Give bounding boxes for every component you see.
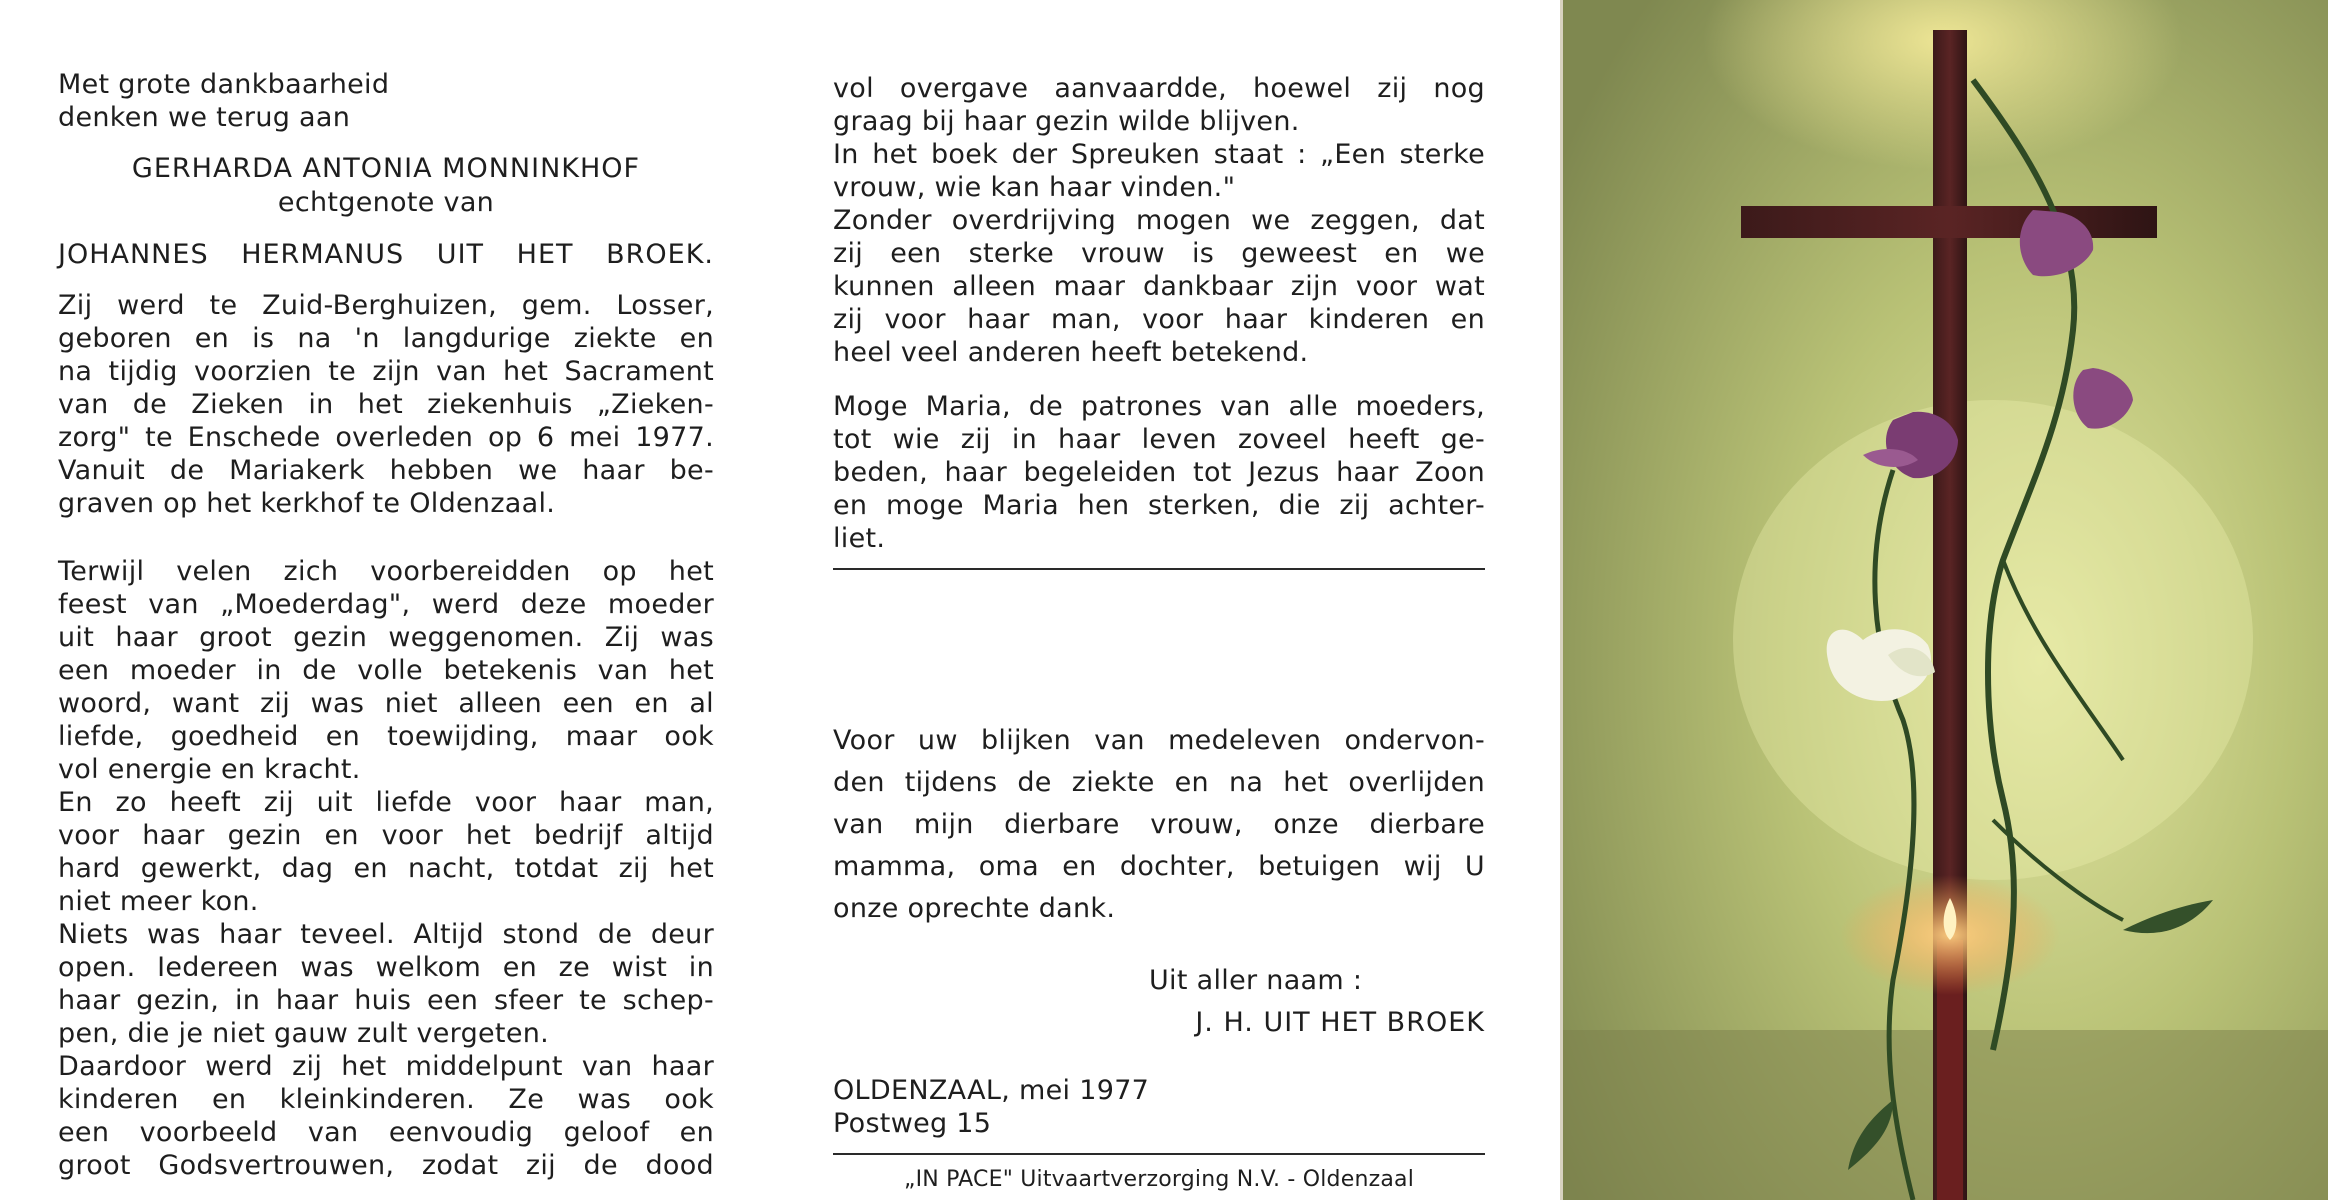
address: Postweg 15 (833, 1108, 992, 1139)
text-line: na tijdig voorzien te zijn van het Sacrament (58, 356, 714, 387)
text-line: liefde, goedheid en toewijding, maar ook (58, 721, 714, 752)
thanks-line: den tijdens de ziekte en na het overlijden (833, 767, 1485, 798)
intro-line: Met grote dankbaarheid (58, 69, 390, 100)
text-line: haar gezin, in haar huis een sfeer te schep- (58, 985, 714, 1016)
text-line: In het boek der Spreuken staat : „Een sterke (833, 139, 1485, 170)
text-line: woord, want zij was niet alleen een en al (58, 688, 714, 719)
text-line: kunnen alleen maar dankbaar zijn voor wat (833, 271, 1485, 302)
intro-line: denken we terug aan (58, 102, 351, 133)
thanks-line: van mijn dierbare vrouw, onze dierbare (833, 809, 1485, 840)
undertaker-note: „IN PACE" Uitvaartverzorging N.V. - Oldenzaal (903, 1167, 1415, 1192)
text-line: Niets was haar teveel. Altijd stond de deur (58, 919, 714, 950)
text-line: tot wie zij in haar leven zoveel heeft ge- (833, 424, 1485, 455)
text-line: Vanuit de Mariakerk hebben we haar be- (58, 455, 714, 486)
text-line: zij voor haar man, voor haar kinderen en (833, 304, 1485, 335)
signoff-label: Uit aller naam : (1149, 965, 1363, 996)
text-line: Moge Maria, de patrones van alle moeders, (833, 391, 1485, 422)
thanks-line: Voor uw blijken van medeleven ondervon- (833, 725, 1485, 756)
signoff-name: J. H. UIT HET BROEK (1195, 1007, 1485, 1038)
text-line: graven op het kerkhof te Oldenzaal. (58, 488, 556, 519)
text-line: Terwijl velen zich voorbereidden op het (58, 556, 714, 587)
text-line: vol energie en kracht. (58, 754, 361, 785)
text-line: uit haar groot gezin weggenomen. Zij was (58, 622, 714, 653)
text-line: Zonder overdrijving mogen we zeggen, dat (833, 205, 1485, 236)
text-line: graag bij haar gezin wilde blijven. (833, 106, 1300, 137)
text-line: en moge Maria hen sterken, die zij achter- (833, 490, 1485, 521)
text-line: pen, die je niet gauw zult vergeten. (58, 1018, 550, 1049)
text-line: heel veel anderen heeft betekend. (833, 337, 1309, 368)
text-line: En zo heeft zij uit liefde voor haar man, (58, 787, 714, 818)
text-line: vrouw, wie kan haar vinden." (833, 172, 1236, 203)
text-line: voor haar gezin en voor het bedrijf altijd (58, 820, 714, 851)
text-line: zorg" te Enschede overleden op 6 mei 1977. (58, 422, 714, 453)
text-line: Daardoor werd zij het middelpunt van haar (58, 1051, 714, 1082)
deceased-name: GERHARDA ANTONIA MONNINKHOF (131, 153, 641, 184)
text-line: een moeder in de volle betekenis van het (58, 655, 714, 686)
text-line: geboren en is na 'n langdurige ziekte en (58, 323, 714, 354)
divider-rule (833, 1153, 1485, 1155)
text-line: Zij werd te Zuid-Berghuizen, gem. Losser, (58, 290, 714, 321)
text-line: beden, haar begeleiden tot Jezus haar Zoon (833, 457, 1485, 488)
text-line: vol overgave aanvaardde, hoewel zij nog (833, 73, 1485, 104)
place-date: OLDENZAAL, mei 1977 (833, 1075, 1150, 1106)
thanks-line: onze oprechte dank. (833, 893, 1116, 924)
cross-flowers-photo (1560, 0, 2328, 1200)
text-line: niet meer kon. (58, 886, 259, 917)
text-line: open. Iedereen was welkom en ze wist in (58, 952, 714, 983)
text-line: zij een sterke vrouw is geweest en we (833, 238, 1485, 269)
text-line: liet. (833, 523, 886, 554)
text-line: van de Zieken in het ziekenhuis „Zieken- (58, 389, 714, 420)
thanks-line: mamma, oma en dochter, betuigen wij U (833, 851, 1485, 882)
cross-flowers-illustration (1563, 0, 2328, 1200)
text-line: feest van „Moederdag", werd deze moeder (58, 589, 714, 620)
text-line: groot Godsvertrouwen, zodat zij de dood (58, 1150, 714, 1181)
text-line: hard gewerkt, dag en nacht, totdat zij het (58, 853, 714, 884)
text-line: een voorbeeld van eenvoudig geloof en (58, 1117, 714, 1148)
text-line: kinderen en kleinkinderen. Ze was ook (58, 1084, 714, 1115)
spouse-name: JOHANNES HERMANUS UIT HET BROEK. (58, 239, 714, 270)
spouse-of-label: echtgenote van (277, 187, 495, 218)
divider-rule (833, 568, 1485, 570)
